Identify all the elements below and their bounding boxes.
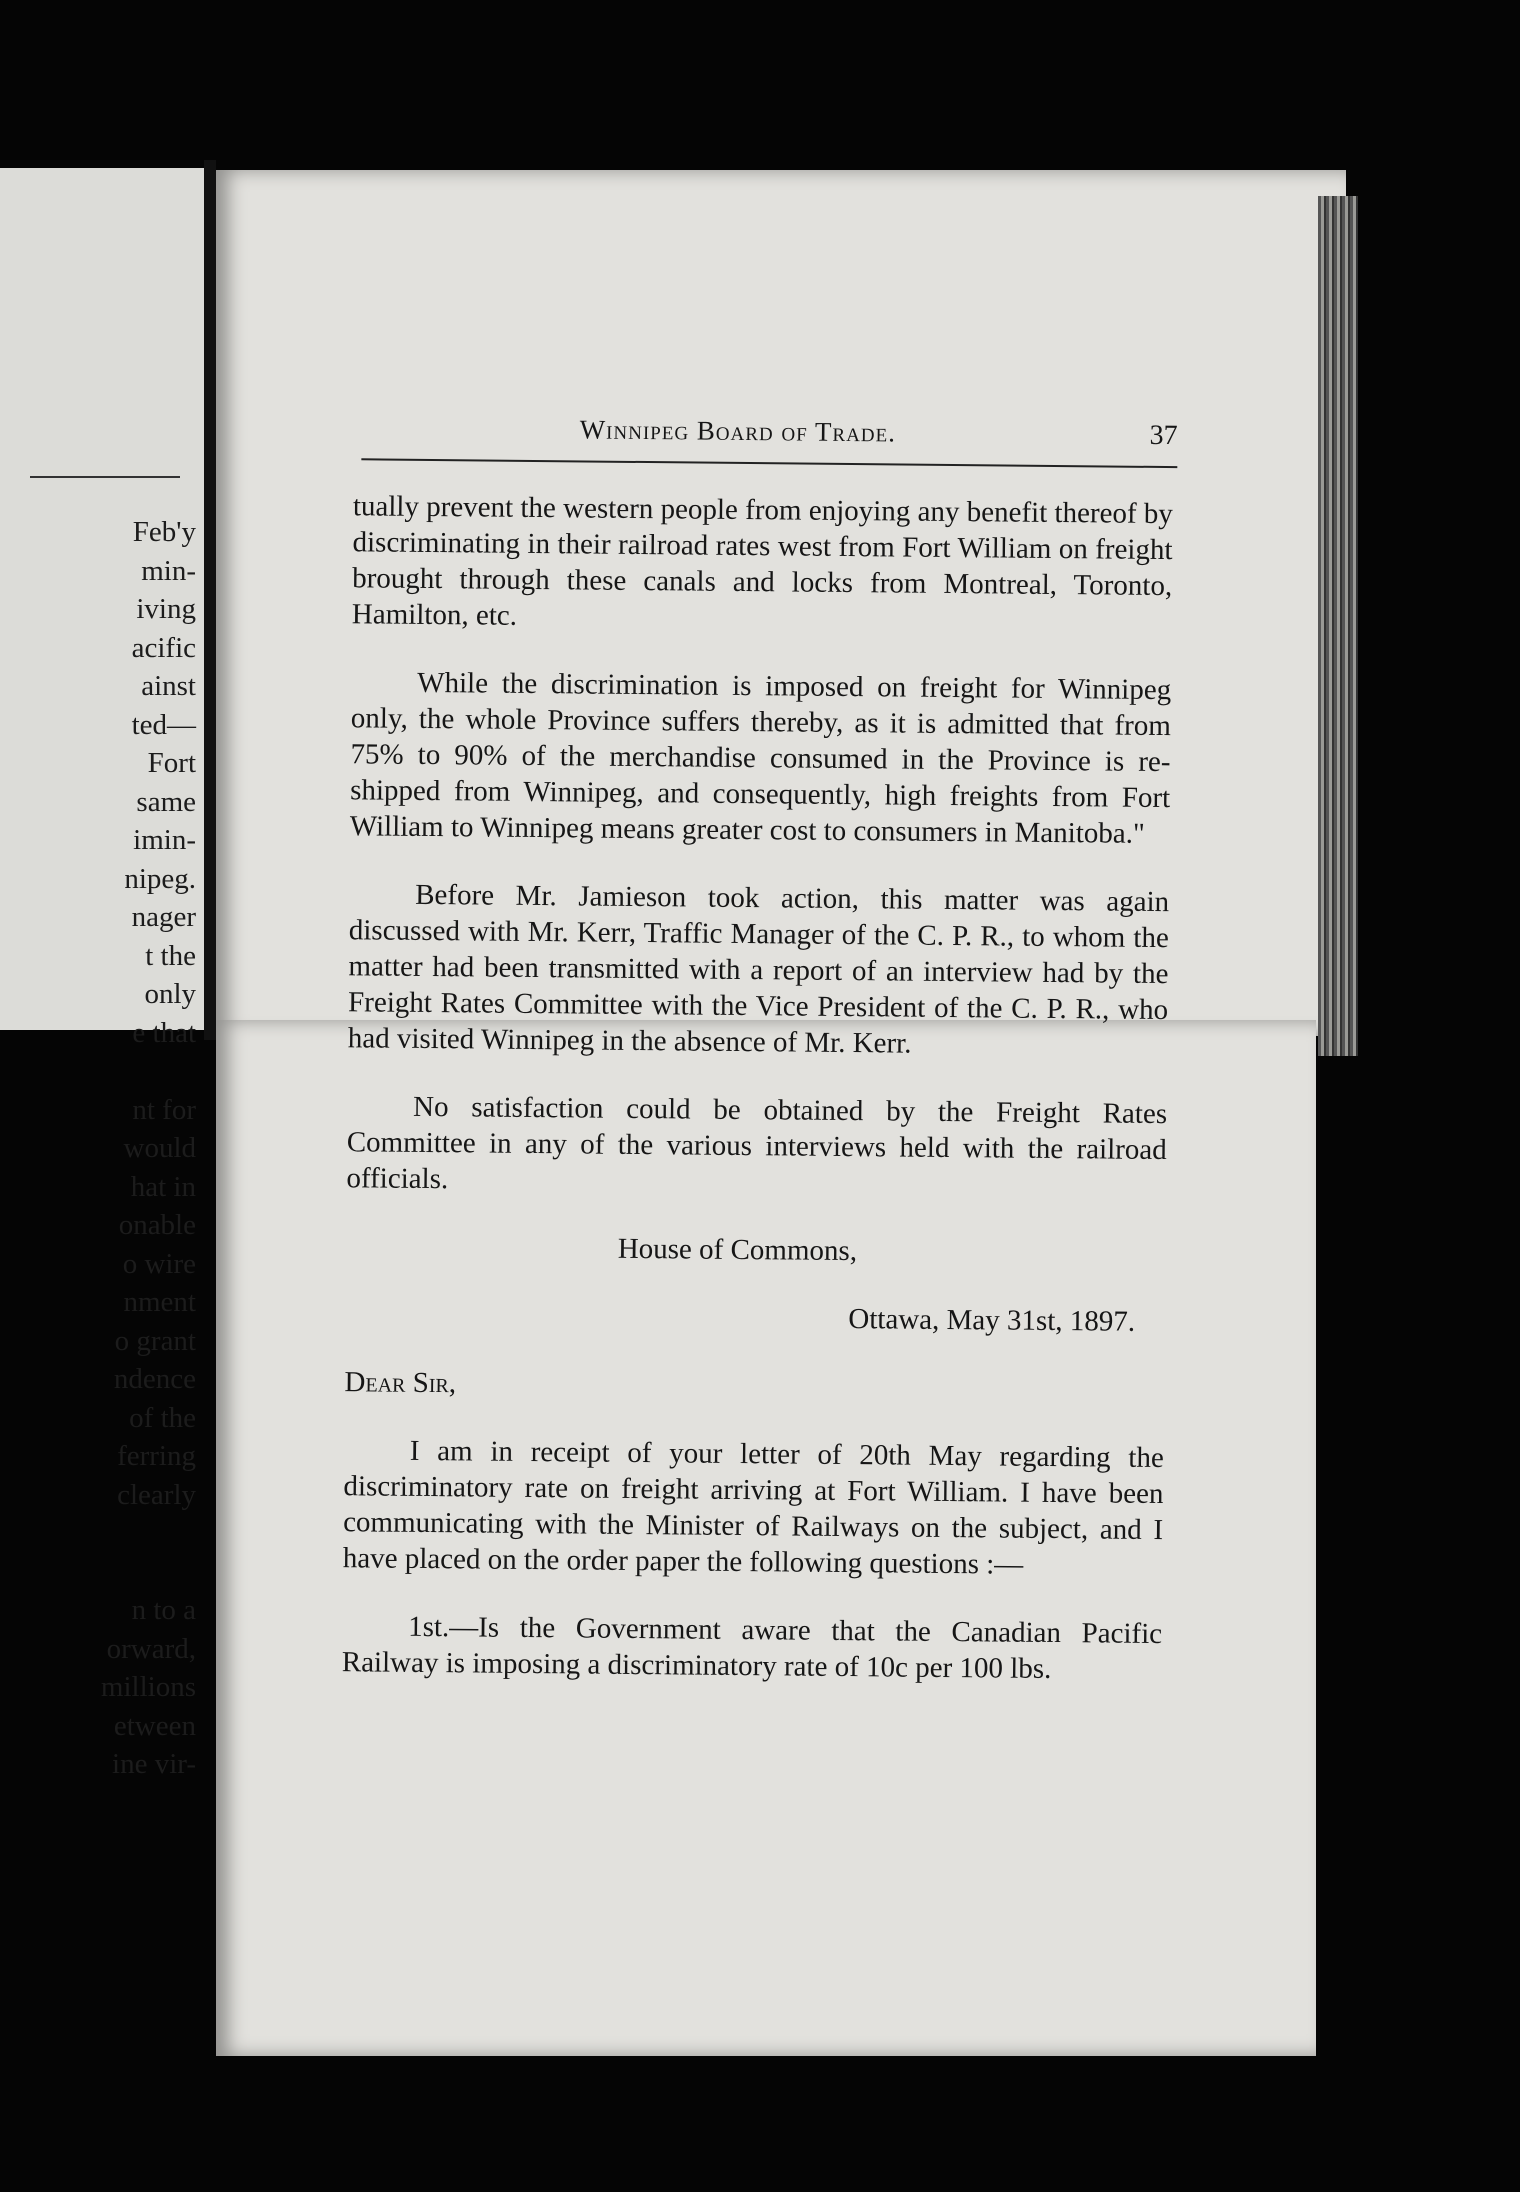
left-page-line: same <box>136 785 196 818</box>
letter-sender-line-2: Ottawa, May 31st, 1897. <box>848 1303 1136 1338</box>
page-header <box>329 392 1177 456</box>
letter-salutation: Dear Sir, <box>344 1366 457 1400</box>
left-page-line: hat in <box>130 1170 196 1203</box>
body-text <box>342 488 1173 1688</box>
left-page-line: ine vir- <box>112 1748 196 1780</box>
left-page-line: onable <box>118 1209 196 1241</box>
left-page-line: ndence <box>113 1363 196 1395</box>
left-page-rule <box>30 476 180 478</box>
left-page-line: ferring <box>117 1440 196 1472</box>
paragraph-3: Before Mr. Jamieson took action, this matter was again discussed with Mr. Kerr, Traffic Manager of the C. P. R., to whom the matter had been transmitted with a report of an interview had by the Freight Rates Committee with the Vice President of the C. P. R., who had visited Winnipeg in the absence of Mr. Kerr. <box>347 878 1170 1060</box>
left-page-fragment <box>0 168 204 1780</box>
left-page-line: nt for <box>132 1093 196 1126</box>
left-page-line: nager <box>131 901 196 933</box>
page-content <box>329 392 1178 1685</box>
left-page-line <box>101 1514 196 1553</box>
left-page-line <box>101 1052 196 1091</box>
left-page-line: etween <box>113 1709 196 1742</box>
left-page-line: o wire <box>122 1247 196 1280</box>
left-page-line: millions <box>100 1671 196 1703</box>
left-page-line: nment <box>123 1286 196 1318</box>
letter-body-1: I am in receipt of your letter of 20th May regarding the discriminatory rate on freight arriving at Fort William. I have been communicating with the Minister of Railways on the subject, and I have placed on the order paper the following questions :— <box>342 1434 1164 1581</box>
left-page-line: ainst <box>141 670 196 702</box>
left-page-line: orward, <box>106 1632 196 1665</box>
paragraph-1: tually prevent the western people from enjoying any benefit thereof by discriminating in their railroad rates west from Fort William on freight brought through these canals and locks from Montreal, Toronto, Hamilton, etc. <box>351 490 1174 632</box>
left-page-line: o grant <box>114 1324 196 1357</box>
left-page-line: e that <box>132 1016 196 1049</box>
left-page-line: imin- <box>133 824 196 856</box>
running-title: Winnipeg Board of Trade. <box>579 414 897 448</box>
left-page-line: clearly <box>117 1478 196 1511</box>
left-page-line: Feb'y <box>132 516 196 548</box>
page-edge-stack <box>1318 196 1358 1056</box>
left-page-line: iving <box>136 593 196 625</box>
left-page-line: nipeg. <box>124 862 196 895</box>
paragraph-2: While the discrimination is imposed on freight for Winnipeg only, the whole Province suffers thereby, as it is admitted that from 75% to 90% of the merchandise consumed in the Province is re-shipped from Winnipeg, and consequently, high freights from Fort William to Winnipeg means greater cost to consumers in Manitoba." <box>349 666 1172 850</box>
left-page-line: min- <box>141 554 196 587</box>
letter-body-2: 1st.—Is the Government aware that the Canadian Pacific Railway is imposing a discriminatory rate of 10c per 100 lbs. <box>341 1610 1163 1685</box>
left-page-line: t the <box>145 939 196 972</box>
left-page-line: ted— <box>131 708 196 741</box>
page-number: 37 <box>1149 419 1178 452</box>
left-page-line: acific <box>131 631 196 664</box>
book-gutter <box>204 160 216 1040</box>
left-page-line: only <box>144 978 196 1010</box>
left-page-line <box>101 1553 196 1592</box>
left-page-line: n to a <box>131 1594 196 1626</box>
left-page-line: would <box>123 1132 196 1164</box>
paragraph-4: No satisfaction could be obtained by the Freight Rates Committee in any of the various interviews held with the railroad officials. <box>346 1090 1168 1196</box>
left-page-line: of the <box>129 1401 196 1434</box>
letter-sender-line-1: House of Commons, <box>617 1232 858 1268</box>
left-page-lines <box>101 513 196 1784</box>
left-page-line: Fort <box>147 747 196 779</box>
